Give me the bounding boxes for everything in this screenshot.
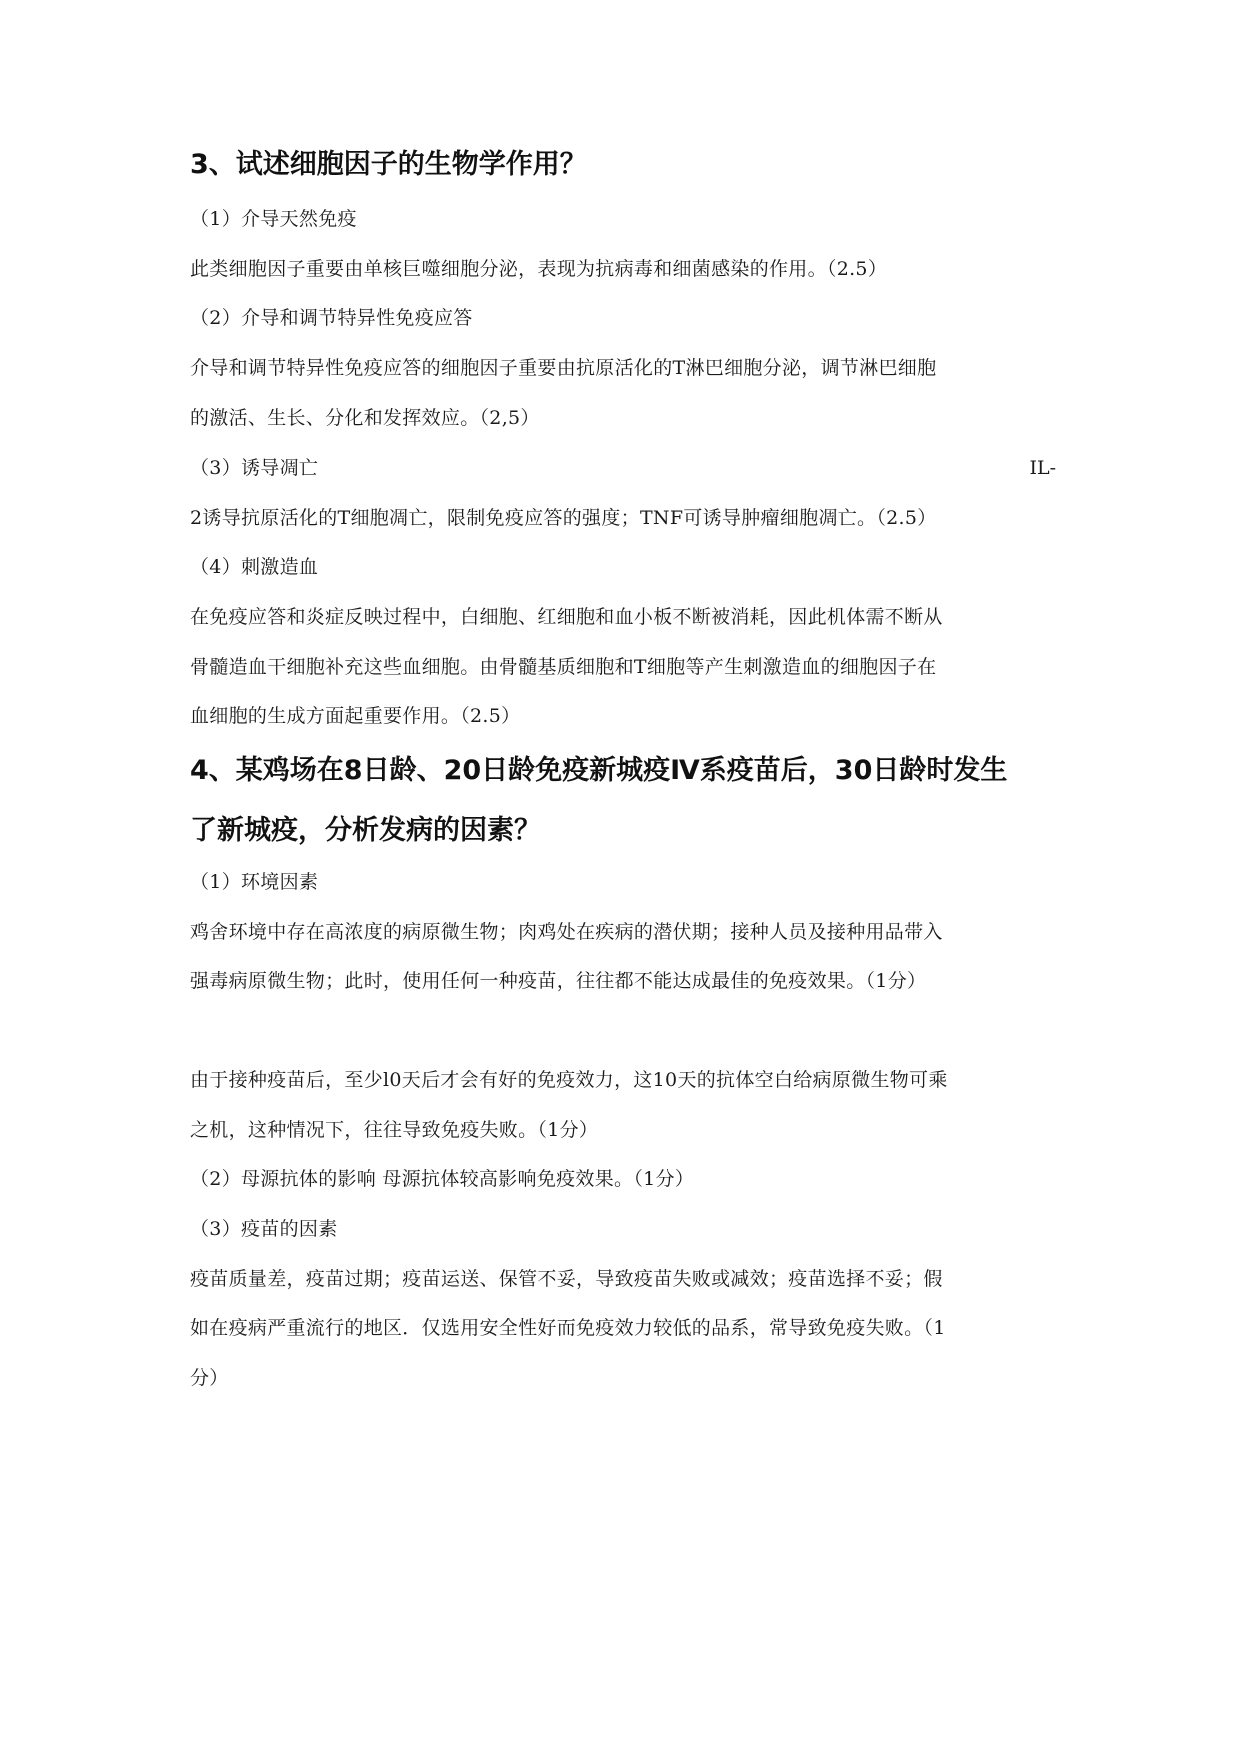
q4-item1-text-line2: 强毒病原微生物；此时，使用任何一种疫苗，往往都不能达成最佳的免疫效果。（1分） [190,970,927,992]
q3-item3-right-fragment: IL- [1029,457,1056,479]
q3-title: 3、试述细胞因子的生物学作用？ [190,149,587,180]
q4-item1-heading: （1）环境因素 [190,871,319,893]
q4-item3-heading: （3）疫苗的因素 [190,1218,338,1240]
q4-item1-text-line4: 之机，这种情况下，往往导致免疫失败。（1分） [190,1119,599,1141]
q4-item1-text-line1: 鸡舍环境中存在高浓度的病原微生物；肉鸡处在疾病的潜伏期；接种人员及接种用品带入 [190,921,943,943]
q3-item4-text-line1: 在免疫应答和炎症反映过程中，白细胞、红细胞和血小板不断被消耗，因此机体需不断从 [190,606,943,628]
q4-item1-text-line3: 由于接种疫苗后，至少l0天后才会有好的免疫效力，这10天的抗体空白给病原微生物可乘 [190,1069,948,1091]
q3-item2-text-line1: 介导和调节特异性免疫应答的细胞因子重要由抗原活化的T淋巴细胞分泌，调节淋巴细胞 [190,357,937,379]
q3-item4-heading: （4）刺激造血 [190,556,319,578]
q3-item4-text-line2: 骨髓造血干细胞补充这些血细胞。由骨髓基质细胞和T细胞等产生刺激造血的细胞因子在 [190,656,937,678]
q4-title-line2: 了新城疫，分析发病的因素？ [190,815,541,846]
q3-item1-heading: （1）介导天然免疫 [190,208,357,230]
q4-item3-text-line1: 疫苗质量差，疫苗过期；疫苗运送、保管不妥，导致疫苗失败或减效；疫苗选择不妥；假 [190,1268,943,1290]
q4-item2-line: （2）母源抗体的影响 母源抗体较高影响免疫效果。（1分） [190,1168,695,1190]
q4-item3-text-line2: 如在疫病严重流行的地区．仅选用安全性好而免疫效力较低的品系，常导致免疫失败。（1 [190,1317,946,1339]
q3-item3-text: 2诱导抗原活化的T细胞凋亡，限制免疫应答的强度；TNF可诱导肿瘤细胞凋亡。（2.5） [190,507,937,529]
q3-item4-text-line3: 血细胞的生成方面起重要作用。（2.5） [190,705,521,727]
q3-item3-heading: （3）诱导凋亡 [190,457,319,479]
q4-item3-text-line3: 分） [190,1367,229,1389]
q4-title-line1: 4、某鸡场在8日龄、20日龄免疫新城疫Ⅳ系疫苗后，30日龄时发生 [190,755,1008,786]
q3-item2-text-line2: 的激活、生长、分化和发挥效应。（2,5） [190,407,540,429]
q3-item1-text: 此类细胞因子重要由单核巨噬细胞分泌，表现为抗病毒和细菌感染的作用。（2.5） [190,258,888,280]
q3-item2-heading: （2）介导和调节特异性免疫应答 [190,307,473,329]
